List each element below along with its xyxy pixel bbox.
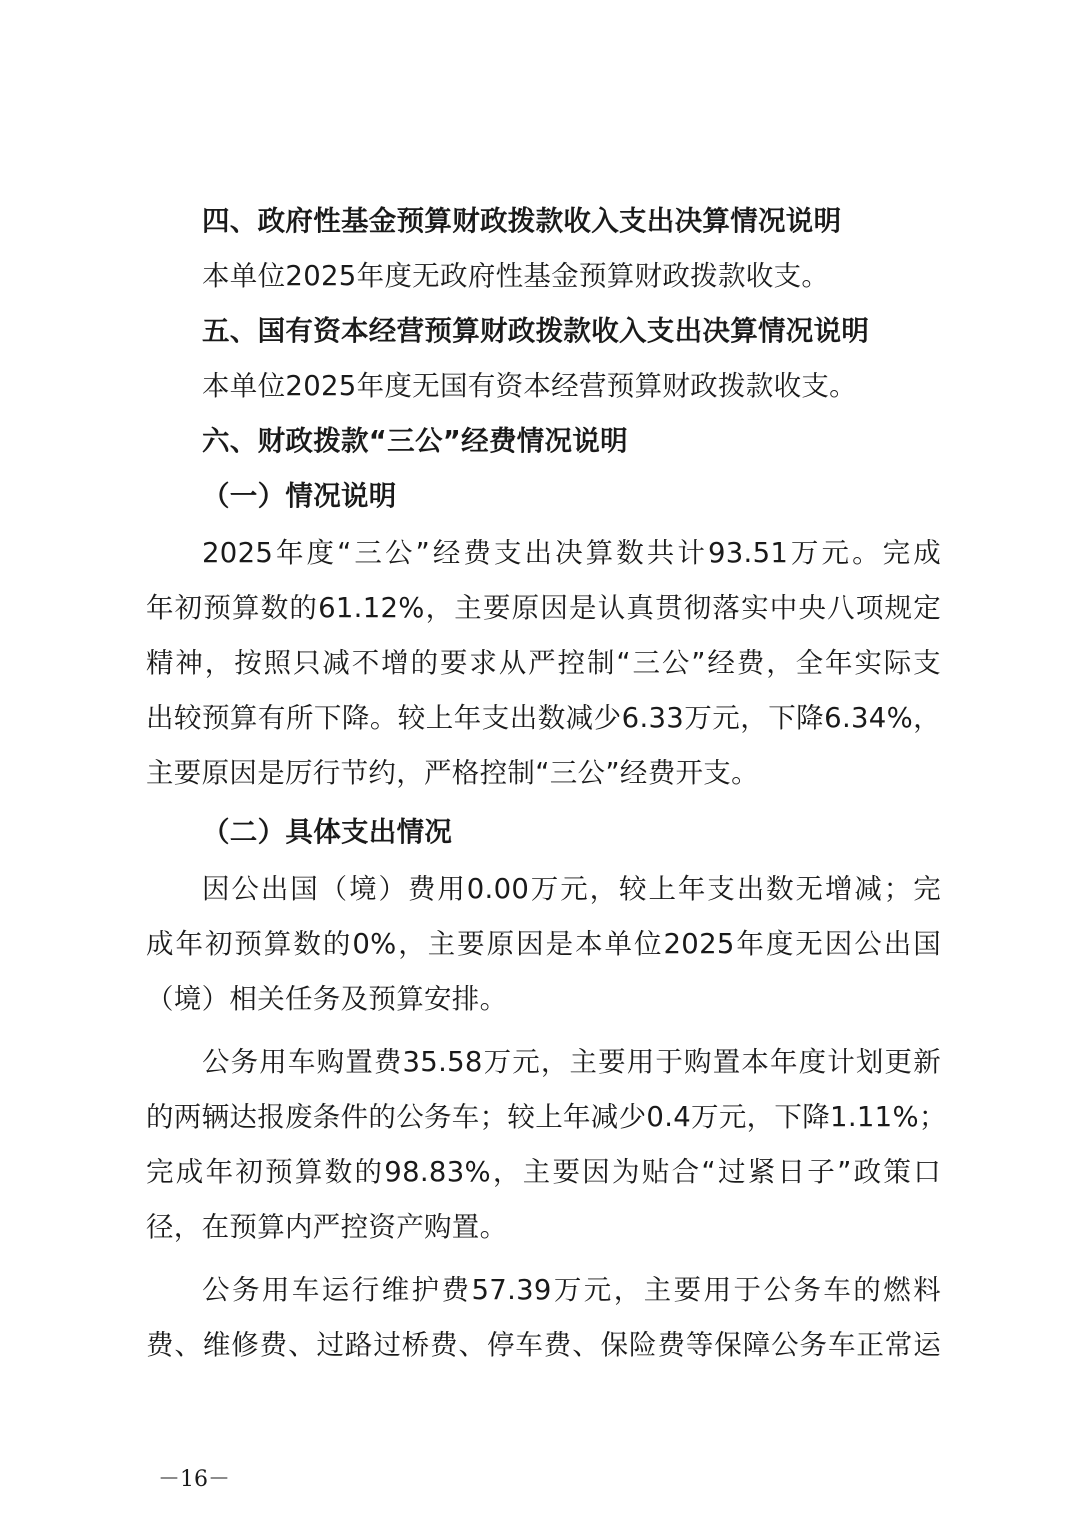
subsection-2-heading: （二）具体支出情况 (202, 816, 453, 848)
section-5-body: 本单位2025年度无国有资本经营预算财政拨款收支。 (202, 370, 857, 402)
section-6-heading: 六、财政拨款“三公”经费情况说明 (202, 425, 628, 457)
section-5-heading: 五、国有资本经营预算财政拨款收入支出决算情况说明 (202, 315, 870, 347)
subsection-1-heading: （一）情况说明 (202, 480, 397, 512)
subsection-1-line-4: 出较预算有所下降。较上年支出数减少6.33万元，下降6.34%， (146, 702, 941, 734)
purchase-line-4: 径，在预算内严控资产购置。 (146, 1211, 508, 1243)
subsection-1-line-5: 主要原因是厉行节约，严格控制“三公”经费开支。 (146, 757, 759, 789)
maintenance-line-2: 费、维修费、过路过桥费、停车费、保险费等保障公务车正常运 (146, 1329, 941, 1361)
purchase-line-2: 的两辆达报废条件的公务车；较上年减少0.4万元，下降1.11%； (146, 1101, 947, 1133)
page-number: －16－ (158, 1467, 230, 1492)
abroad-line-3: （境）相关任务及预算安排。 (146, 983, 508, 1015)
subsection-1-line-2: 年初预算数的61.12%，主要原因是认真贯彻落实中央八项规定 (146, 592, 941, 624)
abroad-line-2: 成年初预算数的0%，主要原因是本单位2025年度无因公出国 (146, 928, 941, 960)
purchase-line-1: 公务用车购置费35.58万元，主要用于购置本年度计划更新 (202, 1046, 941, 1078)
body-text (146, 194, 947, 1373)
subsection-1-line-1: 2025年度“三公”经费支出决算数共计93.51万元。完成 (202, 537, 941, 569)
section-4-body: 本单位2025年度无政府性基金预算财政拨款收支。 (202, 260, 830, 292)
subsection-1-line-3: 精神，按照只减不增的要求从严控制“三公”经费，全年实际支 (146, 647, 941, 679)
section-4-heading: 四、政府性基金预算财政拨款收入支出决算情况说明 (202, 205, 842, 237)
maintenance-line-1: 公务用车运行维护费57.39万元，主要用于公务车的燃料 (202, 1274, 941, 1306)
purchase-line-3: 完成年初预算数的98.83%，主要因为贴合“过紧日子”政策口 (146, 1156, 941, 1188)
abroad-line-1: 因公出国（境）费用0.00万元，较上年支出数无增减；完 (202, 873, 941, 905)
